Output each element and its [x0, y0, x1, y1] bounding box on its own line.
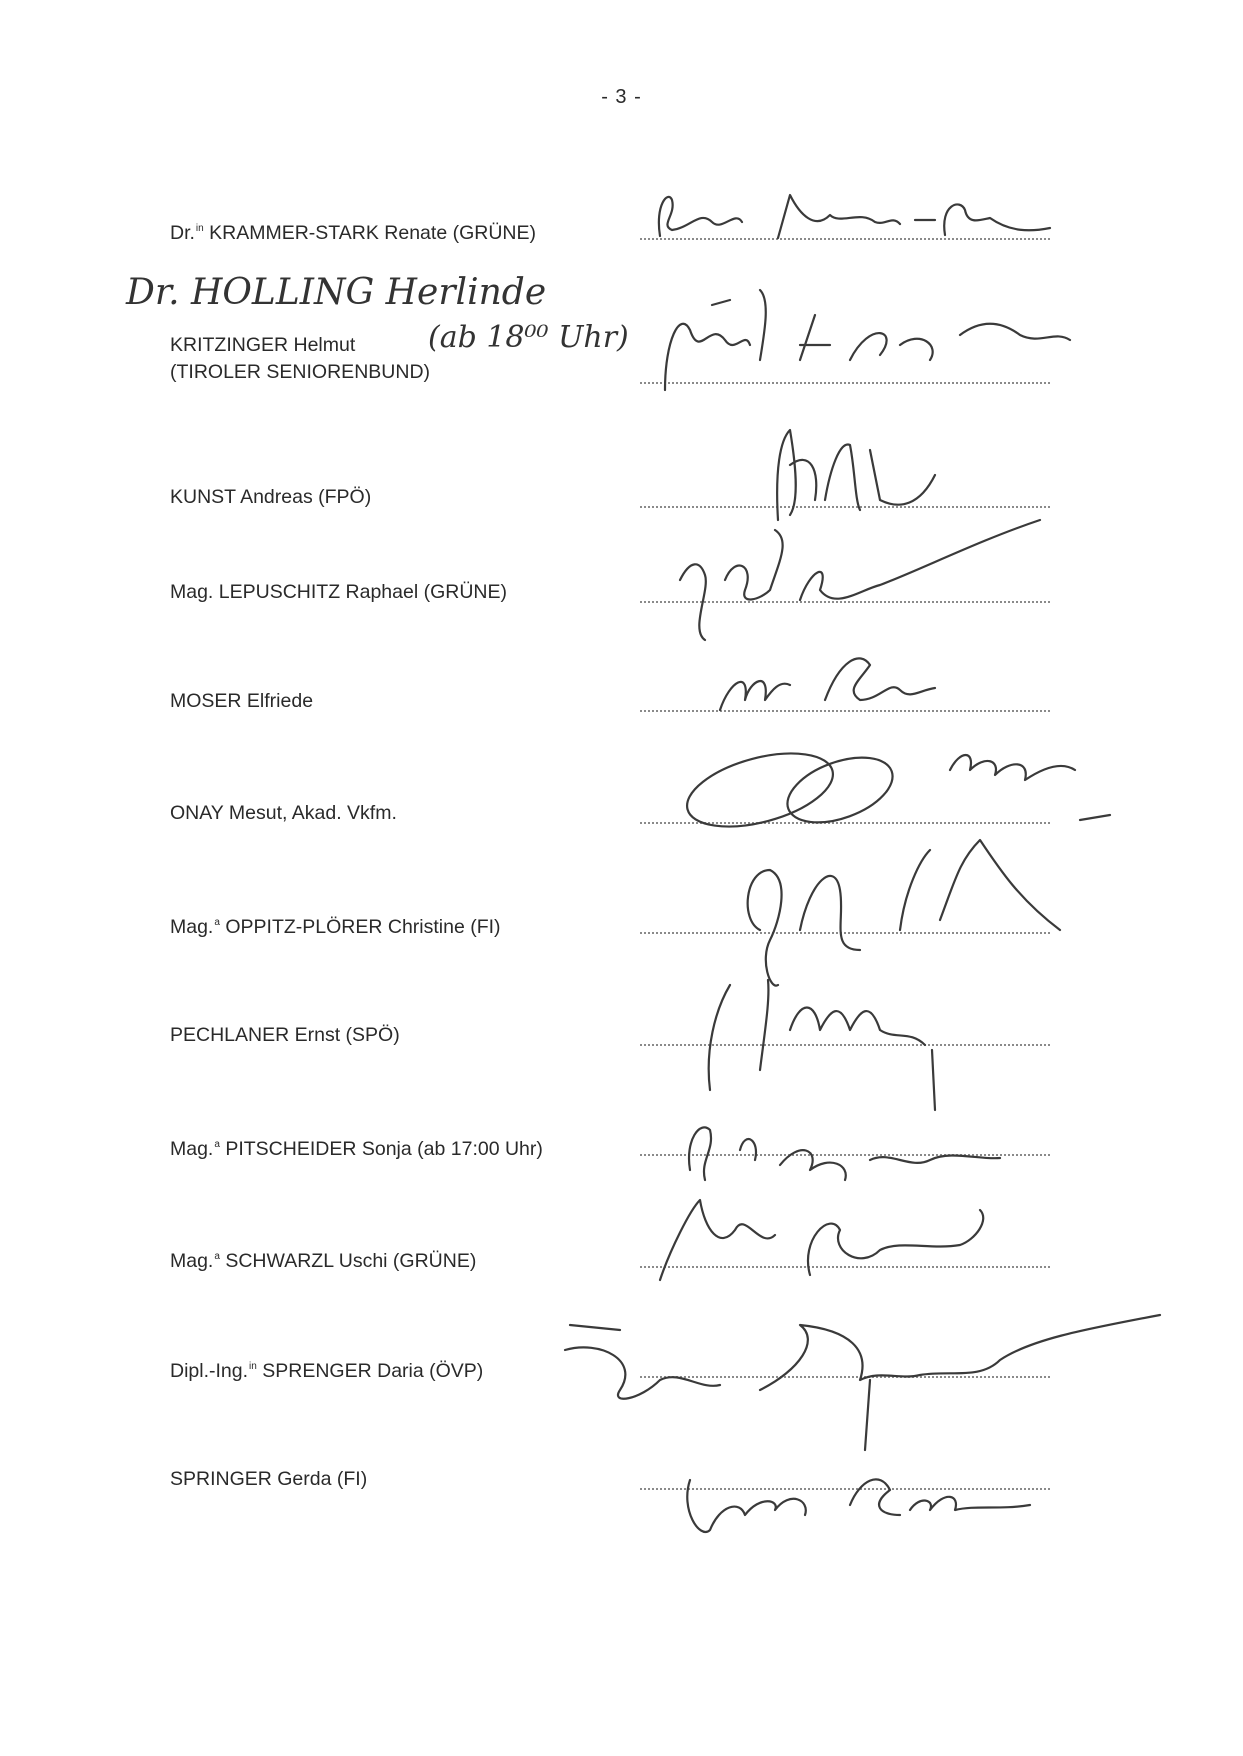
attendee-row: [0, 912, 1243, 972]
handwritten-substitute-note: Dr. HOLLING Herlinde: [126, 272, 547, 313]
attendee-row: [0, 1356, 1243, 1416]
signature-line: [640, 506, 1050, 508]
attendee-row: [0, 690, 1243, 750]
signature-line: [640, 710, 1050, 712]
signature-line: [640, 1376, 1050, 1378]
attendee-name: ONAY Mesut, Akad. Vkfm.: [170, 802, 397, 824]
attendee-name: SPRINGER Gerda (FI): [170, 1468, 368, 1490]
attendee-row: [0, 486, 1243, 546]
signature-line: [640, 601, 1050, 603]
signature-line: [640, 822, 1050, 824]
handwritten-time-note: (ab 18⁰⁰ Uhr): [428, 320, 629, 355]
attendee-name: KUNST Andreas (FPÖ): [170, 486, 372, 508]
attendee-name: Mag.$^a$ PITSCHEIDER Sonja (ab 17:00 Uhr): [170, 1138, 543, 1160]
signature-line: [640, 382, 1050, 384]
attendee-row: [0, 1246, 1243, 1306]
attendee-name: Mag. LEPUSCHITZ Raphael (GRÜNE): [170, 581, 508, 603]
attendee-row: [0, 1468, 1243, 1528]
page-number: - 3 -: [601, 86, 642, 108]
signature-line: [640, 1044, 1050, 1046]
signature-line: [640, 238, 1050, 240]
attendee-row: [0, 1024, 1243, 1084]
attendee-row: [0, 272, 1243, 386]
signature-line: [640, 1154, 1050, 1156]
attendee-name: MOSER Elfriede: [170, 690, 314, 712]
attendee-name: Dr.$^{in}$ KRAMMER-STARK Renate (GRÜNE): [170, 222, 536, 244]
attendee-name: Mag.$^a$ SCHWARZL Uschi (GRÜNE): [170, 1250, 477, 1272]
attendee-row: [0, 218, 1243, 278]
attendee-name: Mag.$^a$ OPPITZ-PLÖRER Christine (FI): [170, 916, 501, 938]
attendee-name: KRITZINGER Helmut: [170, 334, 356, 356]
attendee-name: Dipl.-Ing.$^{in}$ SPRENGER Daria (ÖVP): [170, 1360, 484, 1382]
attendee-name-line2: (TIROLER SENIORENBUND): [170, 361, 431, 383]
attendee-row: [0, 1134, 1243, 1194]
signature-line: [640, 1488, 1050, 1490]
attendee-row: [0, 581, 1243, 641]
signature-line: [640, 1266, 1050, 1268]
attendee-row: [0, 802, 1243, 862]
attendee-name: PECHLANER Ernst (SPÖ): [170, 1024, 400, 1046]
signature-line: [640, 932, 1050, 934]
